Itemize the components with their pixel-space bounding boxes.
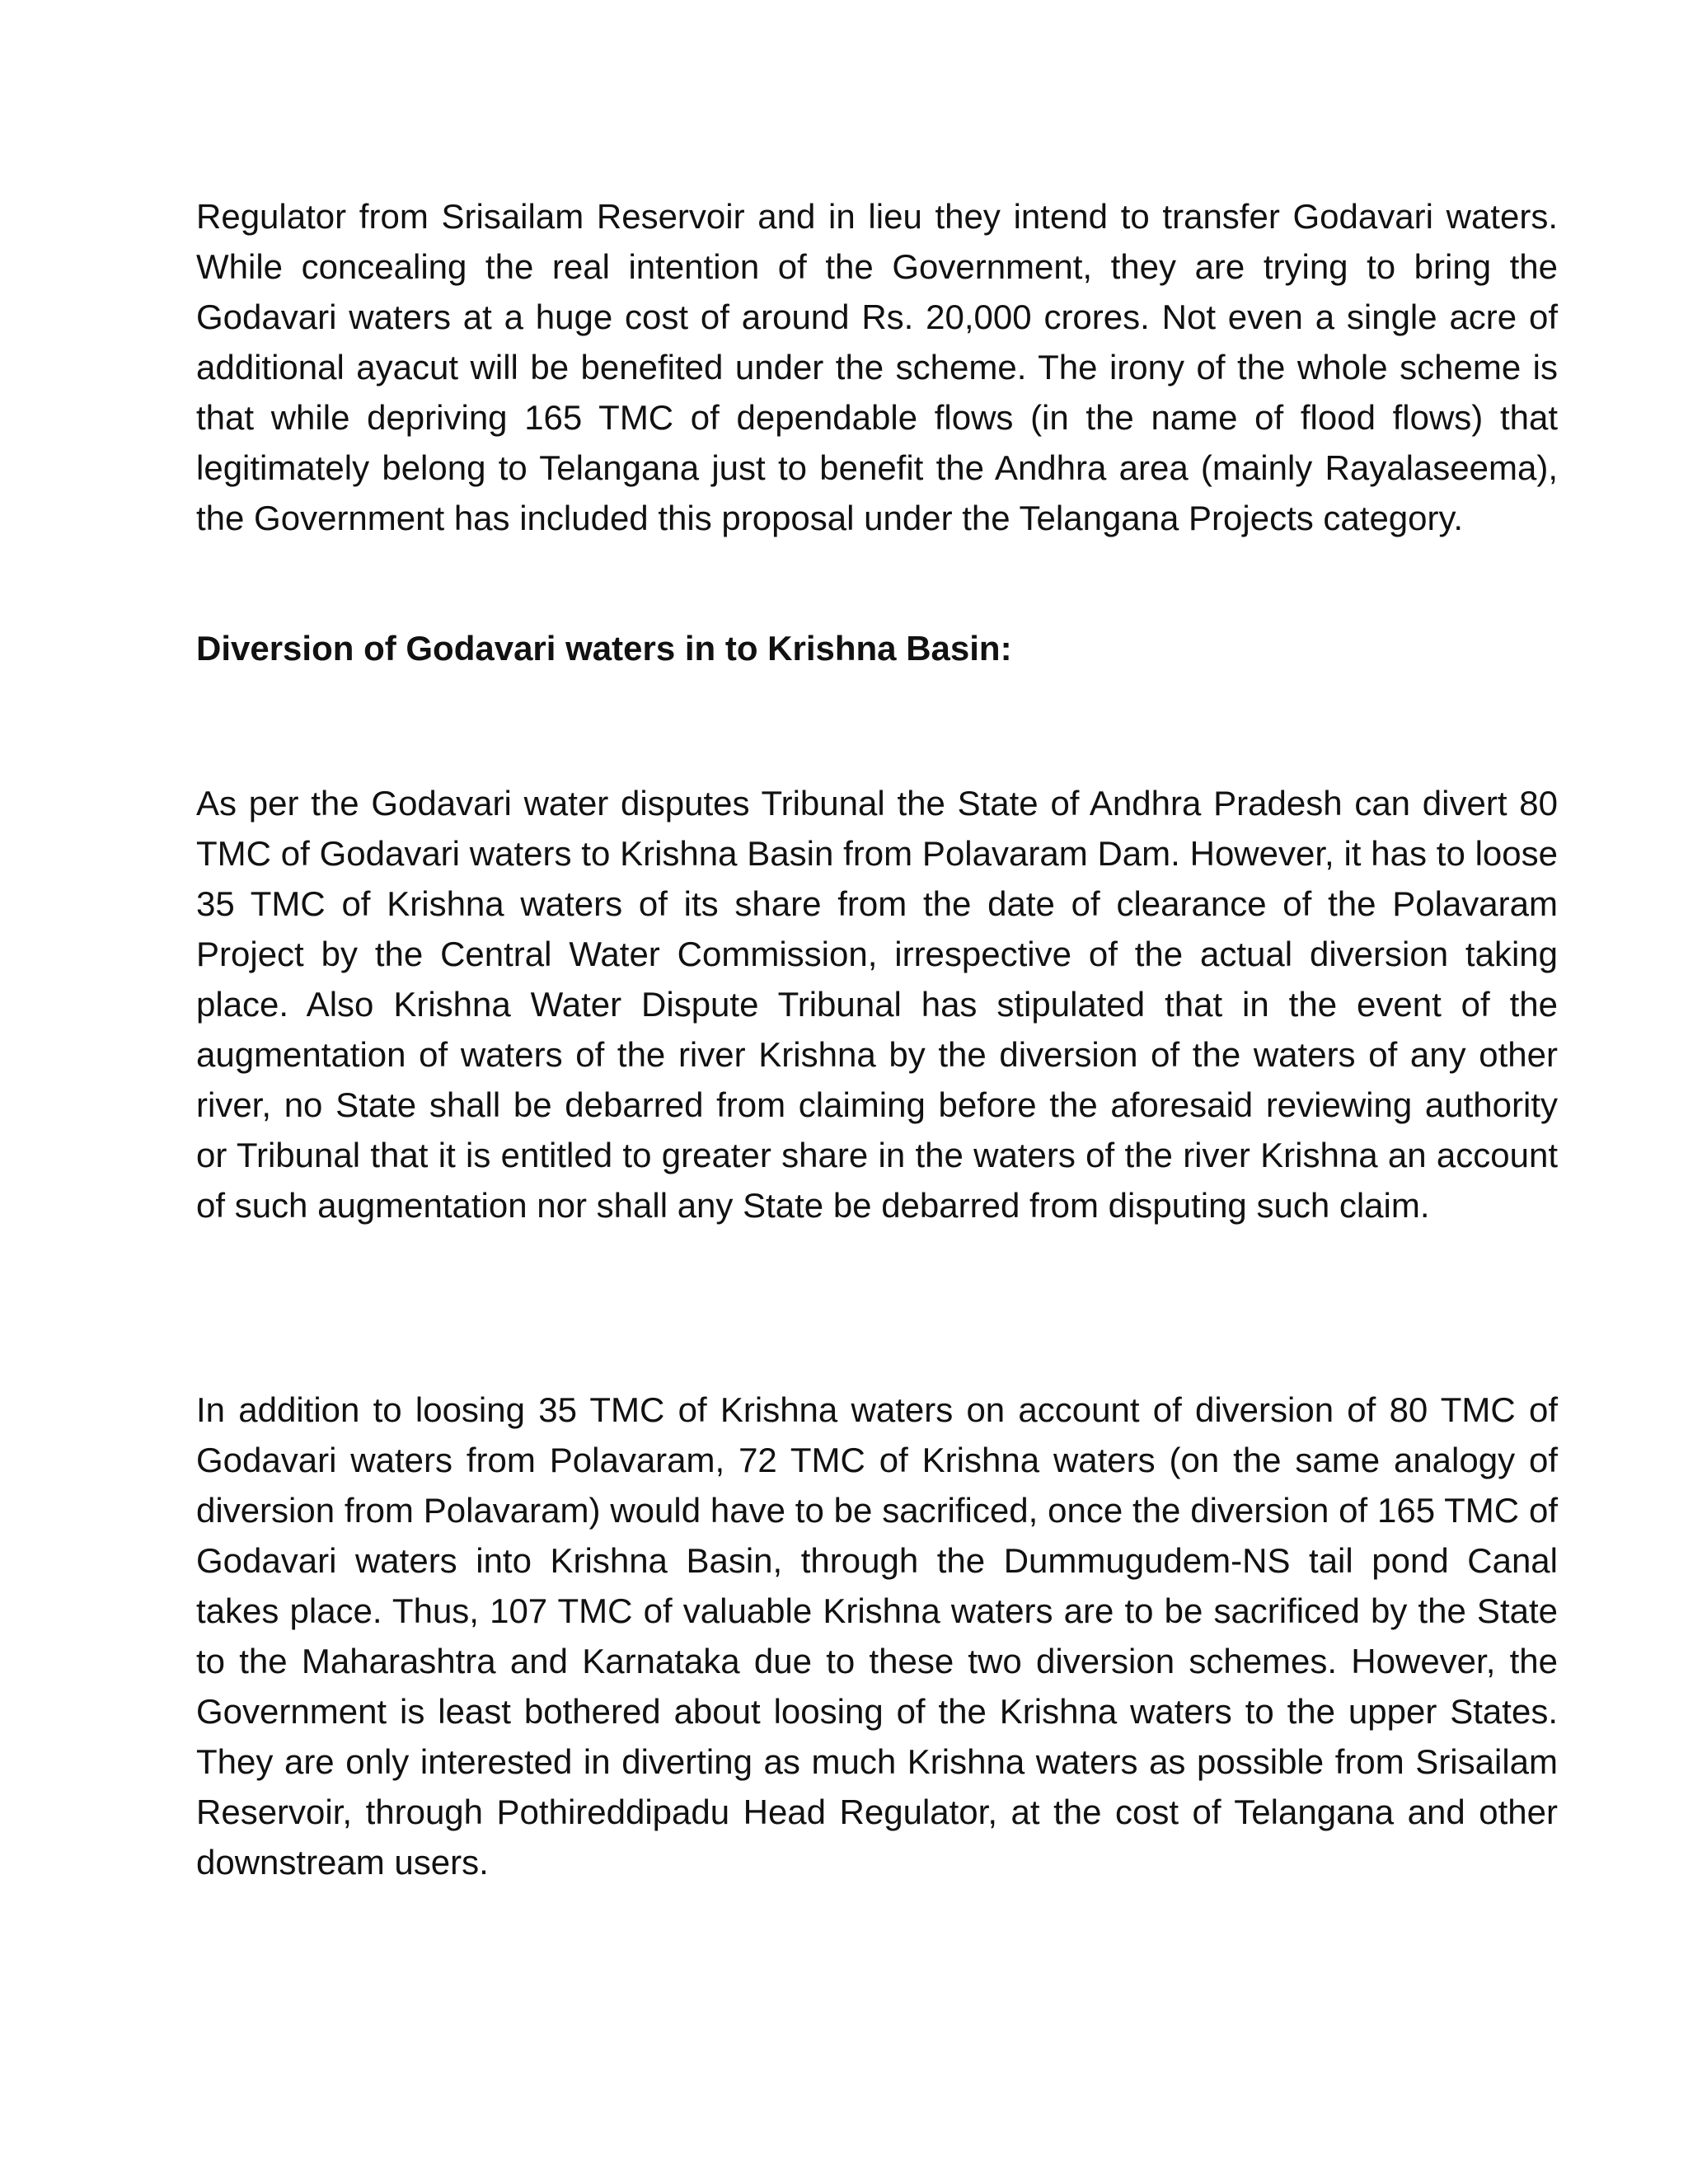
section-heading-godavari-diversion: Diversion of Godavari waters in to Krishna Basin: xyxy=(196,629,1012,668)
paragraph-tribunal-award: As per the Godavari water disputes Tribunal the State of Andhra Pradesh can divert 80 TMC of Godavari waters to Krishna Basin from Polavaram Dam. However, it has to loose 35 TMC of Krishna waters of its share from the date of clearance of the Polavaram Project by the Central Water Commission, irrespective of the actual diversion taking place. Also Krishna Water Dispute Tribunal has stipulated that in the event of the augmentation of waters of the river Krishna by the diversion of the waters of any other river, no State shall be debarred from claiming before the aforesaid reviewing authority or Tribunal that it is entitled to greater share in the waters of the river Krishna an account of such augmentation nor shall any State be debarred from disputing such claim. xyxy=(196,784,1558,1225)
paragraph-krishna-sacrifice: In addition to loosing 35 TMC of Krishna waters on account of diversion of 80 TMC of Godavari waters from Polavaram, 72 TMC of Krishna waters (on the same analogy of diversion from Polavaram) would have to be sacrificed, once the diversion of 165 TMC of Godavari waters into Krishna Basin, through the Dummugudem-NS tail pond Canal takes place. Thus, 107 TMC of valuable Krishna waters are to be sacrificed by the State to the Maharashtra and Karnataka due to these two diversion schemes. However, the Government is least bothered about loosing of the Krishna waters to the upper States. They are only interested in diverting as much Krishna waters as possible from Srisailam Reservoir, through Pothireddipadu Head Regulator, at the cost of Telangana and other downstream users. xyxy=(196,1390,1558,1882)
paragraph-srisailam-regulator: Regulator from Srisailam Reservoir and in lieu they intend to transfer Godavari waters. While concealing the real intention of the Government, they are trying to bring the Godavari waters at a huge cost of around Rs. 20,000 crores. Not even a single acre of additional ayacut will be benefited under the scheme. The irony of the whole scheme is that while depriving 165 TMC of dependable flows (in the name of flood flows) that legitimately belong to Telangana just to benefit the Andhra area (mainly Rayalaseema), the Government has included this proposal under the Telangana Projects category. xyxy=(196,197,1558,537)
